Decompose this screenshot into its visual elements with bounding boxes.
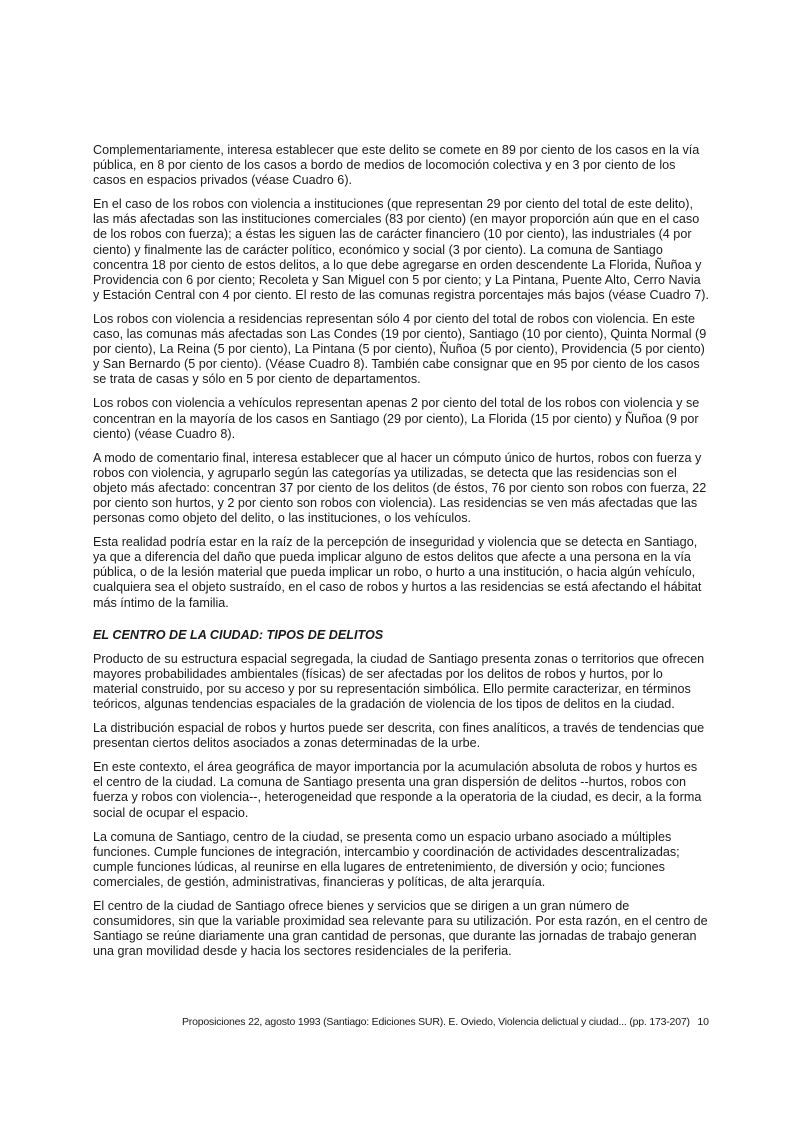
paragraph: En este contexto, el área geográfica de mayor importancia por la acumulación absoluta de robos y hurtos es el centro de la ciudad. La comuna de Santiago presenta una gran dispersión de delitos --hurtos, robos con fuerza y robos con violencia--, heterogeneidad que responde a la operatoria de la ciudad, es decir, a la forma social de ocupar el espacio. (93, 760, 702, 820)
paragraph: El centro de la ciudad de Santiago ofrece bienes y servicios que se dirigen a un gran número de consumidores, sin que la variable proximidad sea relevante para su utilización. Por esta razón, en el centro de Santiago se reúne diariamente una gran cantidad de personas, que durante las jornadas de trabajo generan una gran movilidad desde y hacia los sectores residenciales de la periferia. (93, 899, 708, 959)
section-heading: EL CENTRO DE LA CIUDAD: TIPOS DE DELITOS (93, 627, 384, 642)
paragraph: En el caso de los robos con violencia a instituciones (que representan 29 por ciento del total de este delito), las más afectadas son las instituciones comerciales (83 por ciento) (en mayor proporción aún que en el caso de los robos con fuerza); a éstas les siguen las de carácter financiero (10 por ciento), las industriales (4 por ciento) y finalmente las de carácter político, económico y social (3 por ciento). La comuna de Santiago concentra 18 por ciento de estos delitos, a lo que debe agregarse en orden descendente La Florida, Ñuñoa y Providencia con 6 por ciento; Recoleta y San Miguel con 5 por ciento; y La Pintana, Puente Alto, Cerro Navia y Estación Central con 4 por ciento. El resto de las comunas registra porcentajes más bajos (véase Cuadro 7). (93, 197, 709, 302)
paragraph: La distribución espacial de robos y hurtos puede ser descrita, con fines analíticos, a través de tendencias que presentan ciertos delitos asociados a zonas determinadas de la urbe. (93, 721, 705, 751)
page-body (93, 143, 709, 968)
paragraph: Esta realidad podría estar en la raíz de la percepción de inseguridad y violencia que se detecta en Santiago, ya que a diferencia del daño que pueda implicar alguno de estos delitos que afecte a una persona en la vía pública, o de la lesión material que pueda implicar un robo, o hurto a una institución, o hacia algún vehículo, cualquiera sea el objeto sustraído, en el caso de robos y hurtos a las residencias se está afectando el hábitat más íntimo de la familia. (93, 535, 702, 610)
paragraph: Los robos con violencia a vehículos representan apenas 2 por ciento del total de los robos con violencia y se concentran en la mayoría de los casos en Santiago (29 por ciento), La Florida (15 por ciento) y Ñuñoa (9 por ciento) (véase Cuadro 8). (93, 396, 700, 441)
page-footer (182, 1016, 709, 1029)
paragraph: La comuna de Santiago, centro de la ciudad, se presenta como un espacio urbano asociado a múltiples funciones. Cumple funciones de integración, intercambio y coordinación de actividades descentralizadas; cumple funciones lúdicas, al reunirse en ella lugares de entretenimiento, de diversión y ocio; funciones comerciales, de gestión, administrativas, financieras y políticas, de alta jerarquía. (93, 829, 680, 889)
page-number: 10 (697, 1016, 709, 1028)
paragraph: Los robos con violencia a residencias representan sólo 4 por ciento del total de robos con violencia. En este caso, las comunas más afectadas son Las Condes (19 por ciento), Santiago (10 por ciento), Quinta Normal (9 por ciento), La Reina (5 por ciento), La Pintana (5 por ciento), Ñuñoa (5 por ciento), Providencia (5 por ciento) y San Bernardo (5 por ciento). (Véase Cuadro 8). También cabe consignar que en 95 por ciento de los casos se trata de casas y sólo en 5 por ciento de departamentos. (93, 311, 707, 387)
paragraph: A modo de comentario final, interesa establecer que al hacer un cómputo único de hurtos, robos con fuerza y robos con violencia, y agruparlo según las categorías ya utilizadas, se detecta que las residencias son el objeto más afectado: concentran 37 por ciento de los delitos (de éstos, 76 por ciento son robos con fuerza, 22 por ciento son hurtos, y 2 por ciento son robos con violencia). Las residencias se ven más afectadas que las personas como objeto del delito, o las instituciones, o los vehículos. (93, 450, 707, 526)
paragraph: Producto de su estructura espacial segregada, la ciudad de Santiago presenta zonas o territorios que ofrecen mayores probabilidades ambientales (físicas) de ser afectadas por los delitos de robos y hurtos, por lo material construido, por su acceso y por su representación simbólica. Ello permite caracterizar, en términos teóricos, algunas tendencias espaciales de la gradación de violencia de los tipos de delitos en la ciudad. (93, 651, 705, 711)
paragraph: Complementariamente, interesa establecer que este delito se comete en 89 por ciento de los casos en la vía pública, en 8 por ciento de los casos a bordo de medios de locomoción colectiva y en 3 por ciento de los casos en espacios privados (véase Cuadro 6). (93, 143, 700, 188)
footer-citation: Proposiciones 22, agosto 1993 (Santiago: Ediciones SUR). E. Oviedo, Violencia delictual y ciudad... (pp. 173-207) (182, 1016, 690, 1028)
